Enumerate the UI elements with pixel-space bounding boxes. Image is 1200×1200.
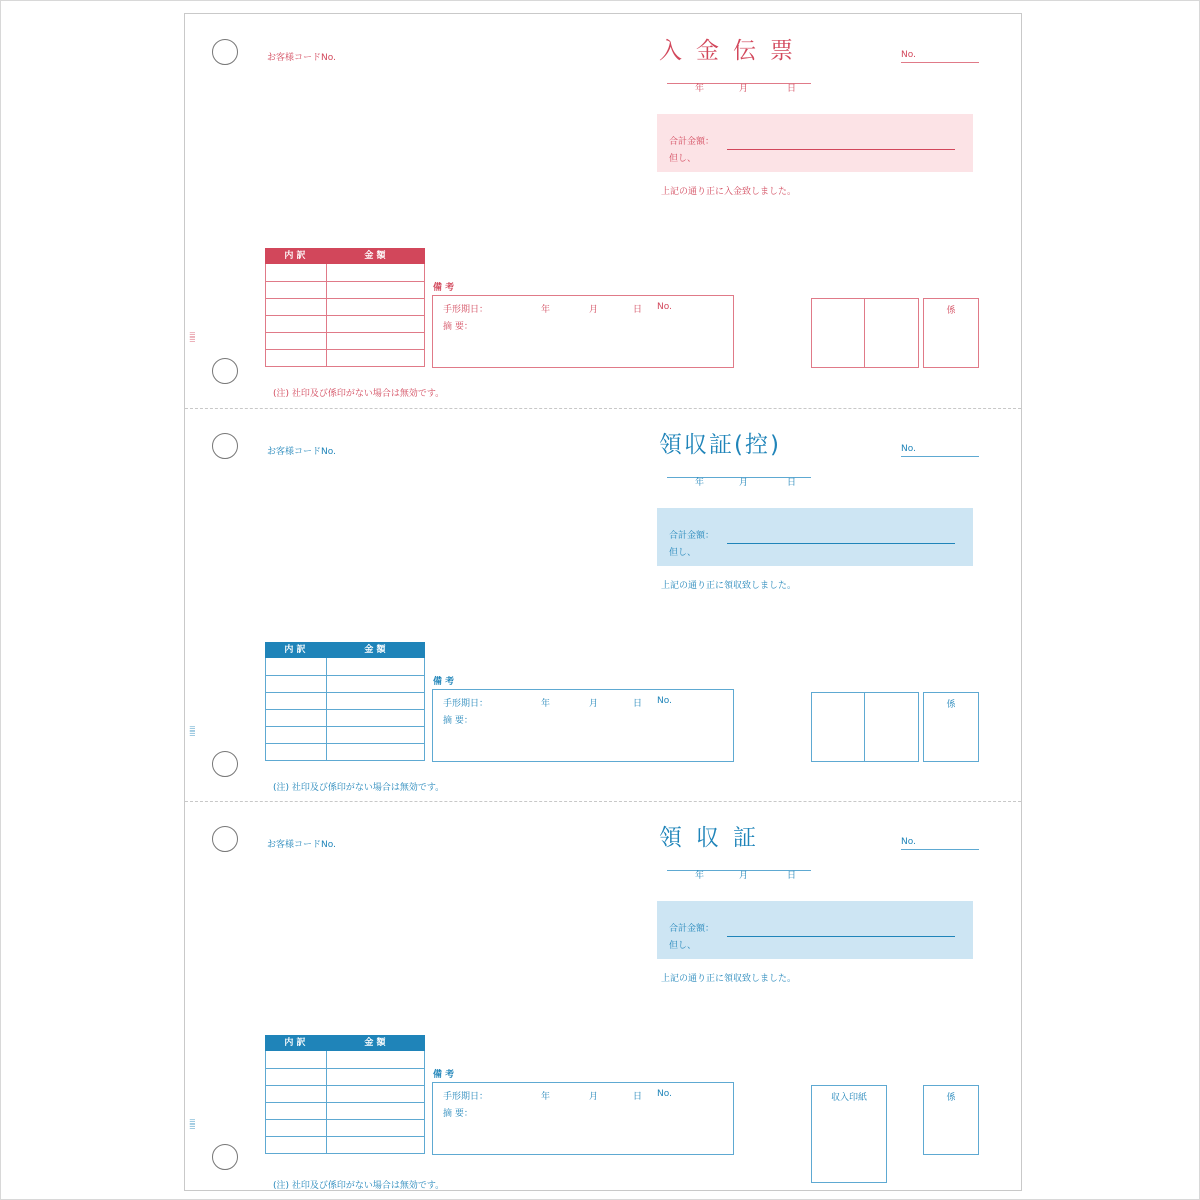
row-divider [266, 675, 424, 676]
remarks-label: 備 考 [433, 1070, 455, 1080]
form-code: |||||| [189, 1119, 195, 1130]
footer-note: (注) 社印及び係印がない場合は無効です。 [273, 389, 445, 399]
day-label: 日 [633, 699, 643, 709]
day-label: 日 [787, 84, 797, 94]
year-label: 年 [695, 871, 705, 881]
clerk-stamp-box[interactable] [923, 692, 979, 762]
breakdown-grid [265, 1051, 425, 1154]
stamp-box-left[interactable] [811, 692, 865, 762]
confirmation-notice: 上記の通り正に領収致しました。 [661, 974, 797, 984]
breakdown-grid [265, 658, 425, 761]
month-label: 月 [739, 84, 749, 94]
receipt-form-sheet [184, 13, 1022, 1191]
clerk-label: 係 [946, 306, 956, 316]
row-divider [266, 1085, 424, 1086]
stamp-box-right[interactable] [864, 298, 919, 368]
year-label: 年 [695, 84, 705, 94]
due-date-label: 手形期日： [443, 1092, 489, 1102]
month-label: 月 [739, 871, 749, 881]
amount-line [727, 543, 955, 544]
number-field[interactable]: No. [901, 837, 979, 850]
row-divider [266, 349, 424, 350]
amount-line [727, 149, 955, 150]
breakdown-grid [265, 264, 425, 367]
footer-note: (注) 社印及び係印がない場合は無効です。 [273, 783, 445, 793]
row-divider [266, 281, 424, 282]
remarks-box[interactable] [432, 295, 734, 368]
clerk-stamp-box[interactable] [923, 298, 979, 368]
clerk-label: 係 [946, 700, 956, 710]
deposit-slip-section [185, 14, 1021, 408]
total-amount-label: 合計金額： [669, 531, 715, 541]
no-label: No. [657, 302, 672, 312]
breakdown-header [265, 248, 425, 264]
punch-hole [212, 358, 238, 384]
revenue-stamp-label: 収入印紙 [830, 1093, 867, 1103]
form-title: 領収証(控) [659, 432, 781, 458]
breakdown-table [265, 642, 425, 762]
stamp-box-left[interactable] [811, 298, 865, 368]
due-date-label: 手形期日： [443, 699, 489, 709]
number-field[interactable]: No. [901, 50, 979, 63]
month-label: 月 [589, 305, 599, 315]
form-code: |||||| [189, 726, 195, 737]
amount-box [657, 508, 973, 566]
receipt-copy-section [185, 408, 1021, 802]
form-code: |||||| [189, 332, 195, 343]
breakdown-header-amount: 金 額 [364, 1038, 386, 1048]
footer-note: (注) 社印及び係印がない場合は無効です。 [273, 1181, 445, 1191]
day-label: 日 [787, 478, 797, 488]
remarks-box[interactable] [432, 1082, 734, 1155]
punch-hole [212, 1144, 238, 1170]
breakdown-header-amount: 金 額 [364, 645, 386, 655]
row-divider [266, 726, 424, 727]
clerk-label: 係 [946, 1093, 956, 1103]
summary-label: 摘 要： [443, 1109, 473, 1119]
date-field[interactable] [667, 475, 811, 488]
breakdown-table [265, 248, 425, 368]
breakdown-header-item: 内 訳 [284, 1038, 306, 1048]
day-label: 日 [633, 305, 643, 315]
year-label: 年 [541, 699, 551, 709]
total-amount-label: 合計金額： [669, 137, 715, 147]
row-divider [266, 743, 424, 744]
breakdown-table [265, 1035, 425, 1155]
row-divider [266, 1102, 424, 1103]
date-field[interactable] [667, 868, 811, 881]
confirmation-notice: 上記の通り正に入金致しました。 [661, 187, 797, 197]
no-label: No. [657, 696, 672, 706]
date-field[interactable] [667, 81, 811, 94]
day-label: 日 [633, 1092, 643, 1102]
total-amount-label: 合計金額： [669, 924, 715, 934]
row-divider [266, 315, 424, 316]
confirmation-notice: 上記の通り正に領収致しました。 [661, 581, 797, 591]
row-divider [266, 298, 424, 299]
year-label: 年 [541, 305, 551, 315]
row-divider [266, 1068, 424, 1069]
customer-code-label: お客様コードNo. [267, 840, 336, 850]
row-divider [266, 1136, 424, 1137]
customer-code-label: お客様コードNo. [267, 447, 336, 457]
amount-box [657, 114, 973, 172]
punch-hole [212, 826, 238, 852]
remarks-label: 備 考 [433, 677, 455, 687]
form-title: 入金伝票 [659, 38, 807, 64]
amount-box [657, 901, 973, 959]
no-label: No. [657, 1089, 672, 1099]
breakdown-header-item: 内 訳 [284, 251, 306, 261]
row-divider [266, 709, 424, 710]
breakdown-header-item: 内 訳 [284, 645, 306, 655]
row-divider [266, 332, 424, 333]
punch-hole [212, 39, 238, 65]
purpose-label: 但し、 [669, 941, 697, 951]
amount-line [727, 936, 955, 937]
purpose-label: 但し、 [669, 154, 697, 164]
row-divider [266, 1119, 424, 1120]
summary-label: 摘 要： [443, 716, 473, 726]
breakdown-header [265, 642, 425, 658]
year-label: 年 [541, 1092, 551, 1102]
receipt-section [185, 801, 1021, 1195]
month-label: 月 [739, 478, 749, 488]
month-label: 月 [589, 699, 599, 709]
due-date-label: 手形期日： [443, 305, 489, 315]
summary-label: 摘 要： [443, 322, 473, 332]
remarks-box[interactable] [432, 689, 734, 762]
clerk-stamp-box[interactable] [923, 1085, 979, 1155]
row-divider [266, 692, 424, 693]
number-field[interactable]: No. [901, 444, 979, 457]
breakdown-header [265, 1035, 425, 1051]
day-label: 日 [787, 871, 797, 881]
remarks-label: 備 考 [433, 283, 455, 293]
customer-code-label: お客様コードNo. [267, 53, 336, 63]
year-label: 年 [695, 478, 705, 488]
breakdown-header-amount: 金 額 [364, 251, 386, 261]
stamp-box-right[interactable] [864, 692, 919, 762]
punch-hole [212, 433, 238, 459]
punch-hole [212, 751, 238, 777]
purpose-label: 但し、 [669, 548, 697, 558]
revenue-stamp-box[interactable] [811, 1085, 887, 1183]
month-label: 月 [589, 1092, 599, 1102]
form-title: 領収証 [659, 825, 770, 851]
